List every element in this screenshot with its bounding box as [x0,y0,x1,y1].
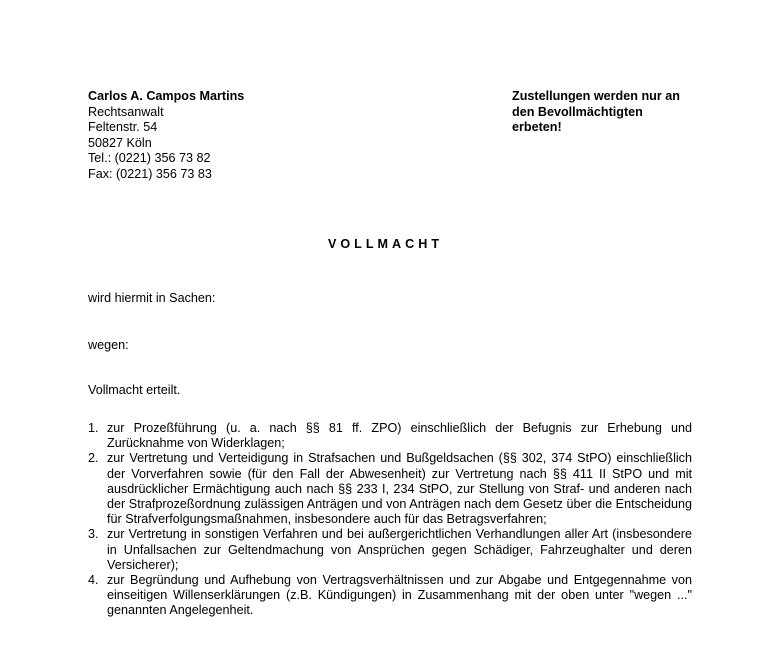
list-item-number: 4. [88,573,99,588]
sender-street: Feltenstr. 54 [88,120,158,134]
authority-list [88,421,692,619]
sender-title: Rechtsanwalt [88,104,164,119]
in-matters-line: wird hiermit in Sachen: [88,291,216,305]
sender-phone: Tel.: (0221) 356 73 82 [88,151,211,165]
list-item [88,421,692,451]
delivery-notice [512,89,712,136]
list-item-text: zur Vertretung und Verteidigung in Strafsachen und Bußgeldsachen (§§ 302, 374 StPO) einschließlich der Vorverfahren sowie (für den Fall der Abwesenheit) zur Vertretung nach §§ 411 II StPO und mit ausdrücklicher Ermächtigung auch nach §§ 233 I, 234 StPO, zur Stellung von Straf- und anderen nach der Strafprozeßordnung zulässigen Anträgen und von Anträgen nach dem Gesetz über die Entscheidung für Strafverfolgungsmaßnahmen, insbesondere auch für das Betragsverfahren; [107,451,692,527]
sender-city: 50827 Köln [88,135,152,150]
list-item [88,451,692,527]
list-item-text: zur Prozeßführung (u. a. nach §§ 81 ff. ZPO) einschließlich der Befugnis zur Erhebung und Zurücknahme von Widerklagen; [107,421,692,451]
sender-name: Carlos A. Campos Martins [88,89,245,103]
power-granted-line: Vollmacht erteilt. [88,383,181,397]
list-item-number: 1. [88,421,99,435]
list-item-text: zur Vertretung in sonstigen Verfahren und bei außergerichtlichen Verhandlungen aller Art (insbesondere in Unfallsachen zur Geltendmachung von Ansprüchen gegen Schädiger, Fahrzeughalter und deren Versicherer); [107,527,692,572]
delivery-notice-line-3: erbeten! [512,120,562,134]
list-item-text: zur Begründung und Aufhebung von Vertragsverhältnissen und zur Abgabe und Entgegennahme von einseitigen Willenserklärungen (z.B. Kündigungen) in Zusammenhang mit der oben unter "wegen ..." genannten Angelegenheit. [107,573,692,618]
sender-address-block [88,89,244,182]
delivery-notice-line-2: den Bevollmächtigten [512,104,643,119]
regarding-line: wegen: [88,338,129,352]
list-item-number: 2. [88,451,99,466]
list-item-number: 3. [88,527,99,542]
list-item [88,573,692,619]
sender-fax: Fax: (0221) 356 73 83 [88,166,212,181]
list-item [88,527,692,573]
delivery-notice-line-1: Zustellungen werden nur an [512,89,680,103]
document-title: VOLLMACHT [327,237,444,251]
